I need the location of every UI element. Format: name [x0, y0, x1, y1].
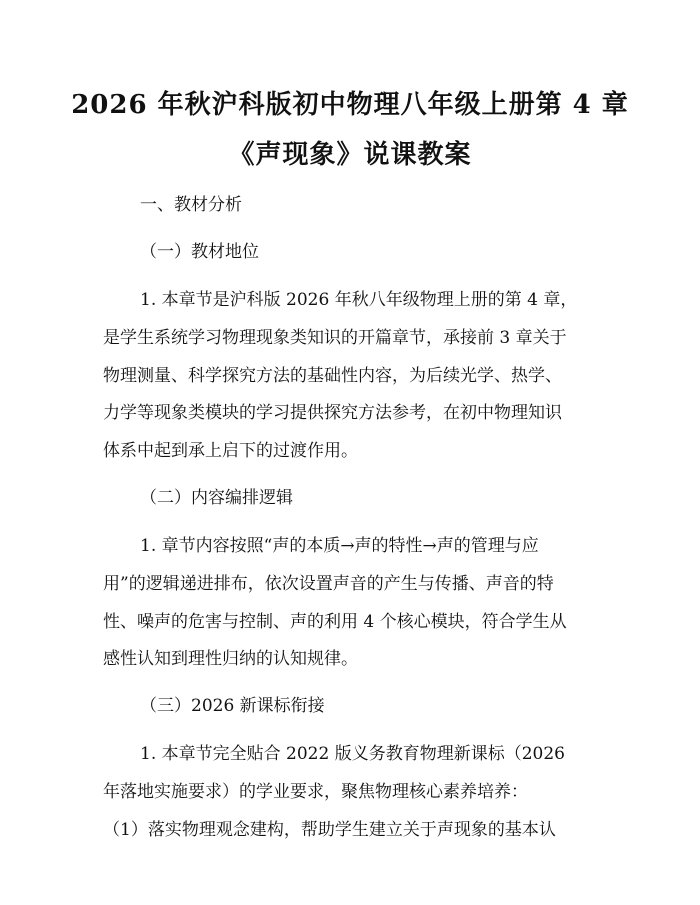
subsection-heading-status: （一）教材地位: [140, 242, 259, 262]
paragraph-line: 用”的逻辑递进排布，依次设置声音的产生与传播、声音的特: [103, 574, 554, 594]
document-title-line-1: 2026 年秋沪科版初中物理八年级上册第 4 章: [71, 90, 629, 120]
paragraph-line: 1. 本章节完全贴合 2022 版义务教育物理新课标（2026: [140, 744, 565, 764]
paragraph-line: 是学生系统学习物理现象类知识的开篇章节，承接前 3 章关于: [103, 328, 567, 348]
paragraph-line: 感性认知到理性归纳的认知规律。: [103, 649, 358, 669]
paragraph-line: 1. 章节内容按照“声的本质→声的特性→声的管理与应: [140, 536, 539, 556]
subsection-heading-content-logic: （二）内容编排逻辑: [140, 488, 293, 508]
paragraph-line: 性、噪声的危害与控制、声的利用 4 个核心模块，符合学生从: [103, 612, 567, 632]
paragraph-line: 力学等现象类模块的学习提供探究方法参考，在初中物理知识: [103, 403, 562, 423]
paragraph-line: 年落地实施要求）的学业要求，聚焦物理核心素养培养：: [103, 782, 528, 802]
document-title-line-2: 《声现象》说课教案: [228, 140, 472, 170]
paragraph-line: 体系中起到承上启下的过渡作用。: [103, 441, 358, 461]
paragraph-line: （1）落实物理观念建构，帮助学生建立关于声现象的基本认: [103, 820, 556, 840]
subsection-heading-curriculum: （三）2026 新课标衔接: [140, 696, 325, 716]
paragraph-line: 1. 本章节是沪科版 2026 年秋八年级物理上册的第 4 章，: [140, 290, 578, 310]
section-heading-material-analysis: 一、教材分析: [140, 195, 242, 215]
paragraph-line: 物理测量、科学探究方法的基础性内容，为后续光学、热学、: [103, 366, 562, 386]
